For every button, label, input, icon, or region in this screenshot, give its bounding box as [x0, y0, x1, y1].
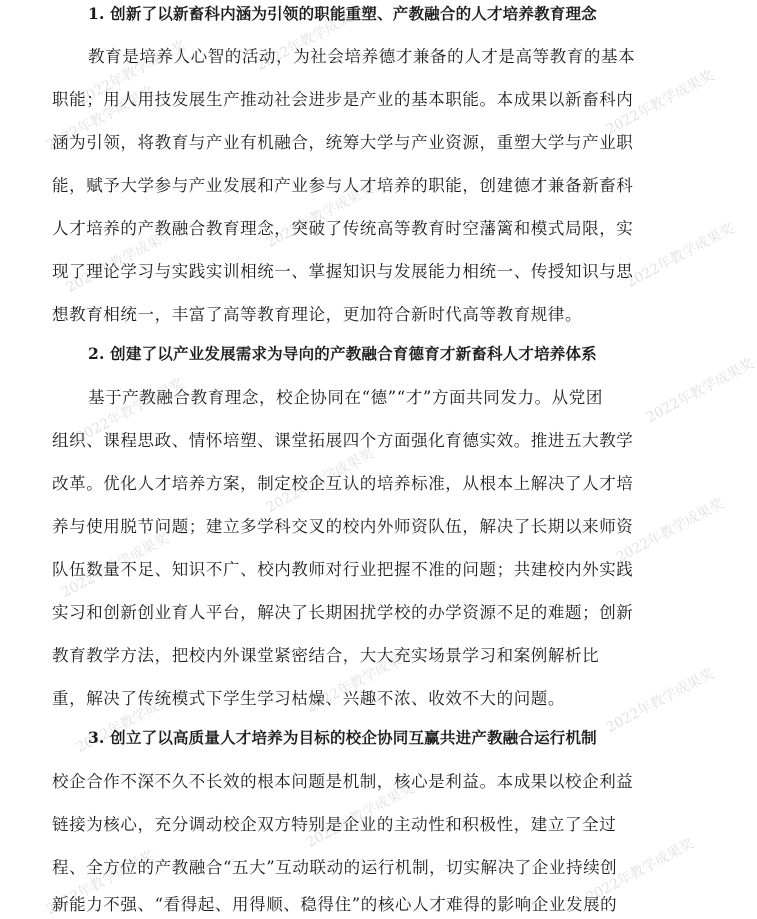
paragraph-line: 涵为引领，将教育与产业有机融合，统筹大学与产业资源，重塑大学与产业职 [52, 133, 634, 152]
paragraph-line: 改革。优化人才培养方案，制定校企互认的培养标准，从根本上解决了人才培 [52, 474, 634, 493]
paragraph-line: 校企合作不深不久不长效的根本问题是机制，核心是利益。本成果以校企利益 [52, 772, 634, 791]
paragraph-line: 重，解决了传统模式下学生学习枯燥、兴趣不浓、收效不大的问题。 [52, 689, 565, 708]
paragraph-line: 养与使用脱节问题；建立多学科交叉的校内外师资队伍，解决了长期以来师资 [52, 517, 634, 536]
watermark: 2022年教学成果奖 [263, 180, 377, 252]
paragraph-line: 教育是培养人心智的活动，为社会培养德才兼备的人才是高等教育的基本 [88, 47, 636, 66]
watermark: 2022年教学成果奖 [613, 495, 727, 567]
paragraph-line: 职能；用人用技发展生产推动社会进步是产业的基本职能。本成果以新畜科内 [52, 90, 634, 109]
section-1-heading: 1. 创新了以新畜科内涵为引领的职能重塑、产教融合的人才培养教育理念 [88, 4, 597, 23]
watermark: 2022年教学成果奖 [603, 67, 717, 139]
paragraph-line: 新能力不强、“看得起、用得顺、稳得住”的核心人才难得的影响企业发展的 [52, 895, 618, 914]
paragraph-line: 能，赋予大学参与产业发展和产业参与人才培养的职能，创建德才兼备新畜科 [52, 176, 634, 195]
paragraph-line: 想教育相统一，丰富了高等教育理论，更加符合新时代高等教育规律。 [52, 305, 583, 324]
watermark: 2022年教学成果奖 [75, 37, 189, 109]
watermark: 2022年教学成果奖 [63, 225, 177, 297]
paragraph-line: 实习和创新创业育人平台，解决了长期困扰学校的办学资源不足的难题；创新 [52, 603, 634, 622]
watermark: 2022年教学成果奖 [623, 220, 737, 292]
watermark: 2022年教学成果奖 [643, 355, 757, 427]
paragraph-line: 现了理论学习与实践实训相统一、掌握知识与发展能力相统一、传授知识与思 [52, 262, 634, 281]
section-2-heading: 2. 创建了以产业发展需求为导向的产教融合育德育才新畜科人才培养体系 [88, 344, 597, 363]
paragraph-line: 程、全方位的产教融合“五大”互动联动的运行机制，切实解决了企业持续创 [52, 858, 618, 877]
watermark: 2022年教学成果奖 [43, 83, 157, 155]
paragraph-line: 链接为核心，充分调动校企双方特别是企业的主动性和积极性，建立了全过 [52, 815, 617, 834]
watermark: 2022年教学成果奖 [303, 780, 417, 852]
watermark: 2022年教学成果奖 [253, 3, 367, 75]
watermark: 2022年教学成果奖 [73, 685, 187, 757]
watermark: 2022年教学成果奖 [58, 530, 172, 602]
section-3-heading: 3. 创立了以高质量人才培养为目标的校企协同互赢共进产教融合运行机制 [88, 728, 597, 747]
watermark: 2022年教学成果奖 [43, 847, 157, 919]
watermark: 2022年教学成果奖 [303, 645, 417, 717]
paragraph-line: 人才培养的产教融合教育理念，突破了传统高等教育时空藩篱和模式局限，实 [52, 219, 634, 238]
paragraph-line: 队伍数量不足、知识不广、校内教师对行业把握不准的问题；共建校内外实践 [52, 560, 634, 579]
watermark: 2022年教学成果奖 [73, 375, 187, 447]
paragraph-line: 教育教学方法，把校内外课堂紧密结合，大大充实场景学习和案例解析比 [52, 646, 600, 665]
watermark: 2022年教学成果奖 [603, 665, 717, 737]
watermark: 2022年教学成果奖 [583, 835, 697, 907]
paragraph-line: 基于产教融合教育理念，校企协同在“德”“才”方面共同发力。从党团 [88, 388, 603, 407]
watermark: 2022年教学成果奖 [263, 445, 377, 517]
paragraph-line: 组织、课程思政、情怀培塑、课堂拓展四个方面强化育德实效。推进五大教学 [52, 431, 634, 450]
